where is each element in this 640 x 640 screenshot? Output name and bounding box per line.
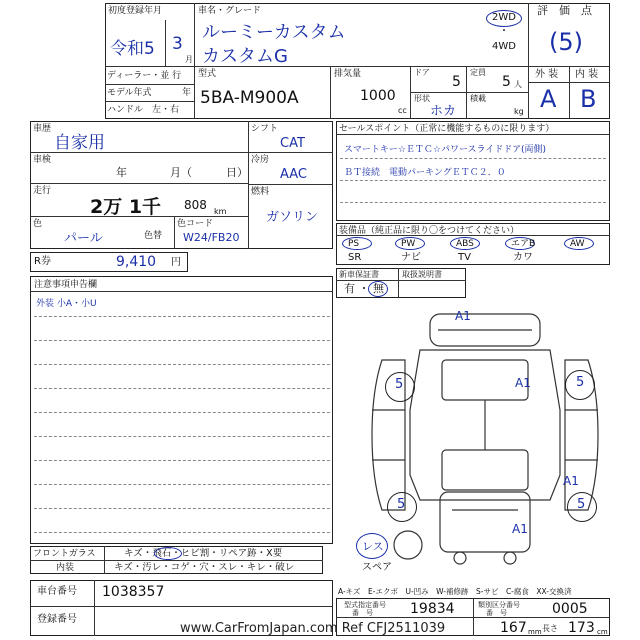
inspection-label: 車検 [33,155,52,165]
chassis-label: 車台番号 [37,586,77,597]
damage-legend: A-キズ E-エクボ U-凹み W-補修跡 S-サビ C-腐食 XX-交換済 [338,587,572,596]
equip-label: 装備品（純正品に限り〇をつけてください） [339,226,520,236]
notes-text: 外装 小A・小U [36,299,97,309]
class-number: 0005 [552,601,588,617]
shift: CAT [280,136,305,151]
warranty-label: 新車保証書 [339,270,379,279]
equip-item-3: エアB [511,239,536,249]
class-label2: 番 号 [486,609,507,617]
sales-label: セールスポイント（正常に機能するものに限ります） [339,124,555,134]
length-value: 173 [568,620,595,636]
reg-month: 3 [172,34,183,54]
chassis-number: 1038357 [102,584,165,600]
fuel-label: 燃料 [251,187,270,197]
windshield-items: キズ・飛石・ヒビ割・リペア跡・X要 [124,548,283,559]
load-unit: kg [514,107,524,116]
recycle-unit: 円 [171,257,181,268]
color-code-label: 色コード [177,219,214,229]
equip-item-2: ABS [456,239,474,249]
length-unit: 長さ [542,624,558,633]
tire-value: 167 [500,620,527,636]
recycle-block [30,252,188,272]
recycle-label: R券 [34,256,51,267]
mark-rear-center: A1 [512,522,528,536]
equip-item2-2: TV [458,252,471,263]
warranty-none-circle [368,281,388,297]
interior-label: 内 装 [575,69,599,80]
length-unit2: cm [597,628,608,636]
dealer-label: ディーラー・並 行 [107,71,182,81]
color-label: 色 [33,219,43,229]
shape-label: 形状 [414,94,430,103]
car-grade: カスタムG [202,46,288,67]
type-label2: 番 号 [352,609,373,617]
color: パール [64,231,103,246]
windshield-label: フロントガラス [33,549,96,559]
ac: AAC [280,167,307,182]
manual-label: 取扱説明書 [402,270,442,279]
spare-label: スペア [362,562,392,573]
door-label: ドア [414,68,430,77]
mark-rear-right: A1 [563,474,579,488]
mileage: 2万 1千 [90,196,162,218]
inspection-month: 月（ [170,166,192,179]
exterior-label: 外 装 [535,69,559,80]
sales-line2: ＢＴ接続 電動パーキングＥＴＣ２．０ [344,168,506,178]
equip-item-4: AW [570,239,585,249]
reg-date-label: 初度登録年月 [108,6,163,16]
warranty-value: 有 ・ 無 [344,282,384,295]
sales-line1: スマートキー☆ＥＴＣ☆パワースライドドア(両側) [344,145,546,155]
model-year-label: モデル年式 [107,88,152,98]
usage-label: 車歴 [33,124,52,134]
type-number: 19834 [410,601,455,617]
stone-chip-circle [154,547,182,560]
model-label: 型式 [198,69,217,79]
displacement: 1000 [360,88,396,104]
equip-item-1: PW [401,239,416,249]
type-label: 型式指定番号 [344,601,386,609]
reg-month-unit: 月 [185,55,193,64]
equip-item2-3: カワ [513,252,533,263]
interior-items: キズ・汚レ・コゲ・穴・スレ・キレ・破レ [114,562,295,573]
load-label: 積載 [470,94,486,103]
mark-right-upper: A1 [515,376,531,390]
ac-label: 冷房 [251,155,270,165]
mark-wheel-fr: 5 [576,375,585,390]
eval-label: 評 価 点 [537,4,592,17]
handle-label: ハンドル 左・右 [107,105,180,115]
capacity-label: 定員 [470,68,486,77]
equip-item2-1: ナビ [401,252,421,263]
car-name-label: 車名・グレード [198,6,262,16]
shape: ホカ [430,104,457,119]
mark-front: A1 [455,309,471,323]
shift-label: シフト [251,124,279,134]
displacement-unit: cc [398,106,407,115]
mileage-unit: km [214,207,227,216]
reg-era: 令和5 [110,39,155,59]
notes-label: 注意事項申告欄 [34,280,98,290]
model-year-unit: 年 [182,88,192,98]
model-code: 5BA-M900A [200,88,299,108]
car-name: ルーミーカスタム [202,22,346,43]
drive-4wd: 4WD [492,41,516,52]
mileage-label: 走行 [33,186,52,196]
inspection-day: 日） [226,166,248,179]
mark-wheel-rl: 5 [397,497,406,512]
vehicle-damage-diagram [360,300,615,575]
inspection-year: 年 [116,166,127,179]
drive-dot: ・ [499,26,509,37]
doors: 5 [452,74,461,90]
equip-item-0: PS [348,239,360,249]
displacement-label: 排気量 [334,69,362,79]
usage: 自家用 [54,133,105,153]
spare-circle-text: レス [362,540,384,553]
color-swap-label: 色替 [144,231,163,241]
drive-2wd: 2WD [492,12,516,23]
mileage-small: 808 [184,198,207,212]
fuel: ガソリン [266,210,319,225]
tire-unit: mm [528,628,542,636]
equip-item2-0: SR [348,252,362,263]
interior-grade: B [580,85,597,113]
watermark: www.CarFromJapan.com Ref CFJ2511039 [180,621,446,636]
reg-number-label: 登録番号 [37,614,77,625]
capacity-unit: 人 [514,80,522,89]
exterior-grade: A [540,85,557,113]
recycle-amount: 9,410 [116,254,157,270]
capacity: 5 [502,74,511,90]
class-label: 類別区分番号 [478,601,520,609]
interior-items-label: 内装 [56,563,75,573]
color-code: W24/FB20 [183,231,240,244]
eval-score: (5) [549,28,583,56]
mark-wheel-fl: 5 [395,377,404,392]
mark-wheel-rr: 5 [577,497,586,512]
